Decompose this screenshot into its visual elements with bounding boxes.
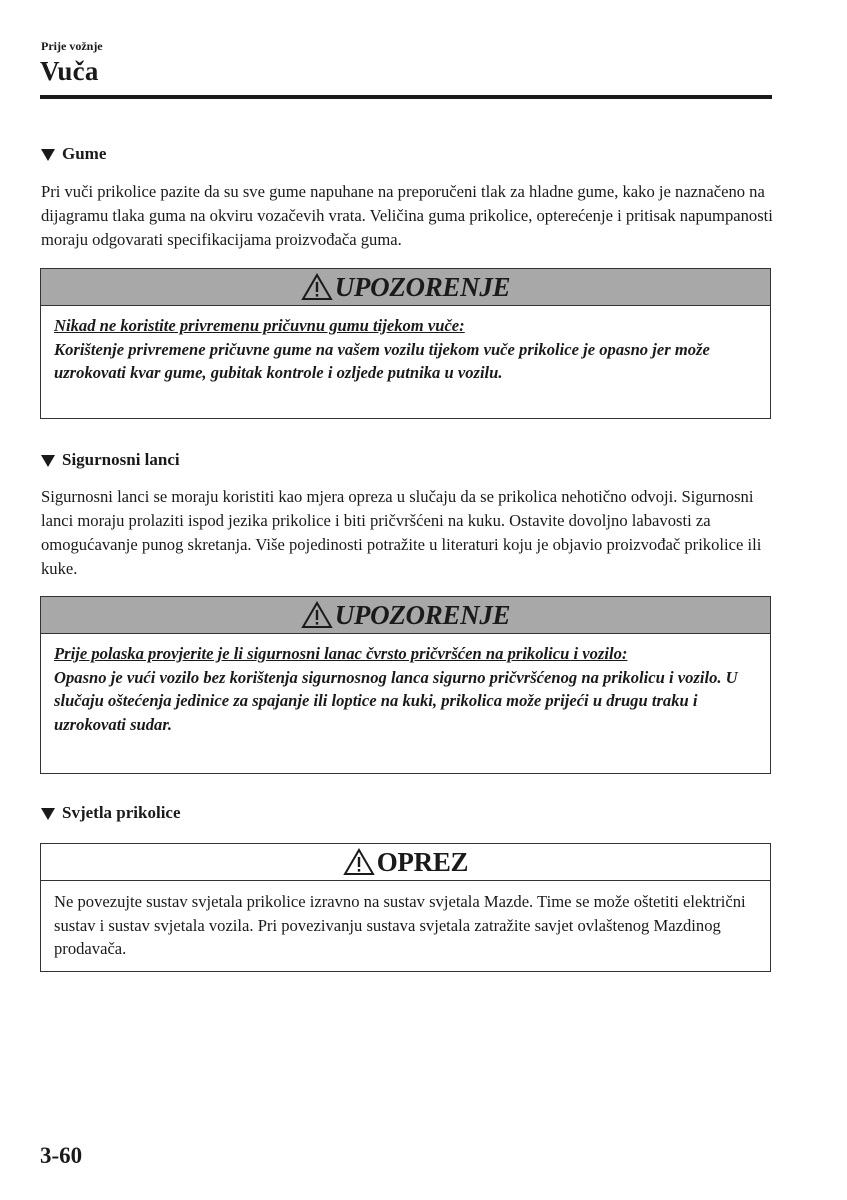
page-number: 3-60 [40,1143,83,1168]
warning-triangle-icon [343,848,375,876]
header-rule [40,95,772,99]
caution-header [41,844,770,881]
triangle-bullet-icon [41,455,55,467]
caution-text: Ne povezujte sustav svjetala prikolice izravno na sustav svjetala Mazde. Time se može oštetiti električni sustav i sustav svjetala vozila. Pri povezivanju sustava svjetala zatražite savjet ovlaštenog Mazdinog prodavača. [54,892,746,958]
warning-triangle-icon [301,273,333,301]
warning-text: Korištenje privremene pričuvne gume na vašem vozilu tijekom vuče prikolice je opasno jer može uzrokovati kvar gume, gubitak kontrole i ozljede putnika u vozilu. [54,339,710,382]
caution-label: OPREZ [376,846,469,877]
paragraph-sigurnosni-lanci: Sigurnosni lanci se moraju koristiti kao mjera opreza u slučaju da se prikolica nehotično odvoji. Sigurnosni lanci moraju prolaziti ispod jezika prikolice i biti pričvršćeni na kuku. Ostavite dovoljno labavosti za omogućavanje punog skretanja. Više pojedinosti potražite u literaturi koju je objavio proizvođač prikolice ili kuke. [41,487,762,578]
section-heading-label: Sigurnosni lanci [62,450,180,469]
caution-box-svjetla [40,843,771,972]
warning-label: UPOZORENJE [334,599,511,630]
warning-label: UPOZORENJE [334,271,511,302]
section-heading-sigurnosni-lanci [41,450,180,470]
warning-body [41,634,770,746]
warning-lead: Prije polaska provjerite je li sigurnosni lanac čvrsto pričvršćen na prikolicu i vozilo: [54,644,628,663]
caution-body [41,881,770,971]
warning-lead: Nikad ne koristite privremenu pričuvnu gumu tijekom vuče: [54,316,465,335]
warning-box-gume [40,268,771,419]
triangle-bullet-icon [41,808,55,820]
triangle-bullet-icon [41,149,55,161]
warning-header [41,597,770,634]
warning-body [41,306,770,395]
section-heading-label: Svjetla prikolice [62,803,181,822]
section-heading-gume [41,144,106,164]
warning-triangle-icon [301,601,333,629]
warning-box-lanci [40,596,771,774]
paragraph-gume: Pri vuči prikolice pazite da su sve gume napuhane na preporučeni tlak za hladne gume, kako je naznačeno na dijagramu tlaka guma na okviru vozačevih vrata. Veličina guma prikolice, opterećenje i pritisak napumpanosti moraju odgovarati specifikacijama proizvođača guma. [41,182,773,249]
page-title: Vuča [40,56,99,86]
section-heading-svjetla-prikolice [41,803,181,823]
section-heading-label: Gume [62,144,107,163]
warning-header [41,269,770,306]
running-header: Prije vožnje [41,39,103,53]
warning-text: Opasno je vući vozilo bez korištenja sigurnosnog lanca sigurno pričvršćenog na prikolicu i vozilo. U slučaju oštećenja jedinice za spajanje ili loptice na kuki, prikolica može prijeći u drugu traku i uzrokovati sudar. [54,667,738,734]
